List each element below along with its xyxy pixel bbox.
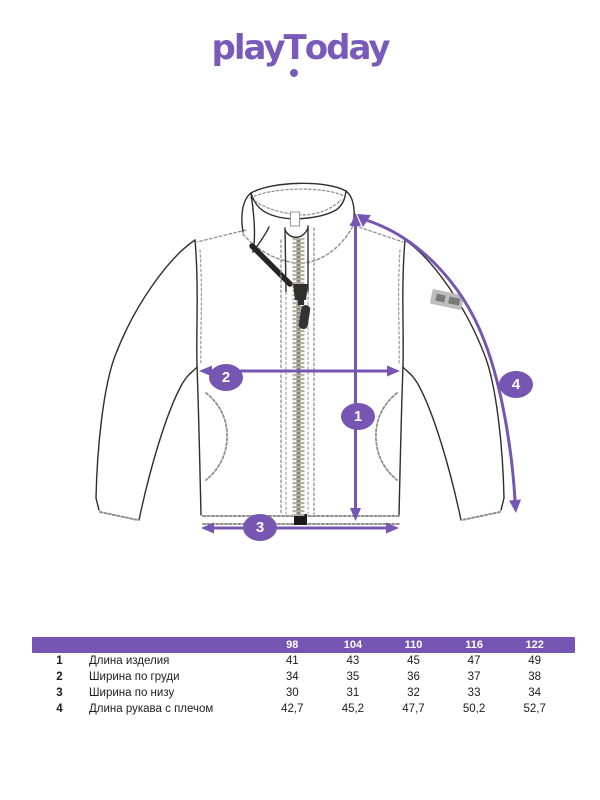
measurement-arrow-4 — [357, 214, 521, 513]
table-row — [32, 653, 575, 669]
logo-part-oday: oday — [304, 28, 389, 68]
cell-value: 49 — [528, 655, 542, 667]
cell-value: 43 — [346, 655, 360, 667]
row-label: Ширина по груди — [89, 671, 180, 683]
size-col-header: 104 — [343, 639, 363, 651]
row-num: 3 — [56, 687, 63, 699]
hanger-loop — [291, 212, 300, 226]
cell-value: 42,7 — [281, 703, 304, 715]
size-col-header: 116 — [465, 639, 483, 651]
size-col-header: 110 — [404, 639, 423, 651]
cell-value: 37 — [467, 671, 481, 683]
table-row — [32, 685, 575, 701]
row-num: 2 — [56, 671, 63, 683]
size-table — [32, 637, 575, 717]
cell-value: 47 — [467, 655, 481, 667]
cell-value: 31 — [346, 687, 360, 699]
measurement-arrows — [199, 213, 521, 534]
right-sleeve — [403, 240, 504, 520]
row-label: Длина рукава с плечом — [89, 703, 214, 715]
cell-value: 47,7 — [402, 703, 425, 715]
left-pocket — [206, 393, 227, 480]
table-row — [32, 701, 575, 717]
right-pocket — [376, 393, 397, 480]
cell-value: 36 — [407, 671, 420, 683]
size-col-header: 122 — [525, 639, 544, 651]
cell-value: 52,7 — [523, 703, 546, 715]
row-label: Ширина по низу — [89, 687, 175, 699]
cell-value: 32 — [407, 687, 420, 699]
left-sleeve — [96, 240, 197, 520]
cell-value: 35 — [346, 671, 360, 683]
row-num: 1 — [56, 655, 63, 667]
measure-badge-4: 4 — [499, 371, 533, 398]
row-label: Длина изделия — [89, 655, 170, 667]
cell-value: 33 — [467, 687, 481, 699]
cell-value: 34 — [528, 687, 542, 699]
logo-part-t: T — [283, 28, 305, 68]
measure-badge-2: 2 — [209, 364, 243, 391]
collar-zip-tape — [252, 246, 290, 284]
cell-value: 38 — [528, 671, 542, 683]
cell-value: 30 — [285, 687, 299, 699]
measure-badge-3: 3 — [243, 514, 277, 541]
measure-badge-1: 1 — [341, 403, 375, 430]
cell-value: 50,2 — [462, 703, 486, 715]
size-col-header: 98 — [286, 639, 299, 651]
logo-part-play: play — [211, 28, 284, 68]
table-row — [32, 669, 575, 685]
cell-value: 45 — [407, 655, 420, 667]
size-table-header — [32, 637, 575, 653]
cell-value: 41 — [285, 655, 299, 667]
row-num: 4 — [56, 703, 63, 715]
measurement-arrow-1 — [350, 213, 361, 521]
cell-value: 34 — [285, 671, 299, 683]
cell-value: 45,2 — [341, 703, 365, 715]
